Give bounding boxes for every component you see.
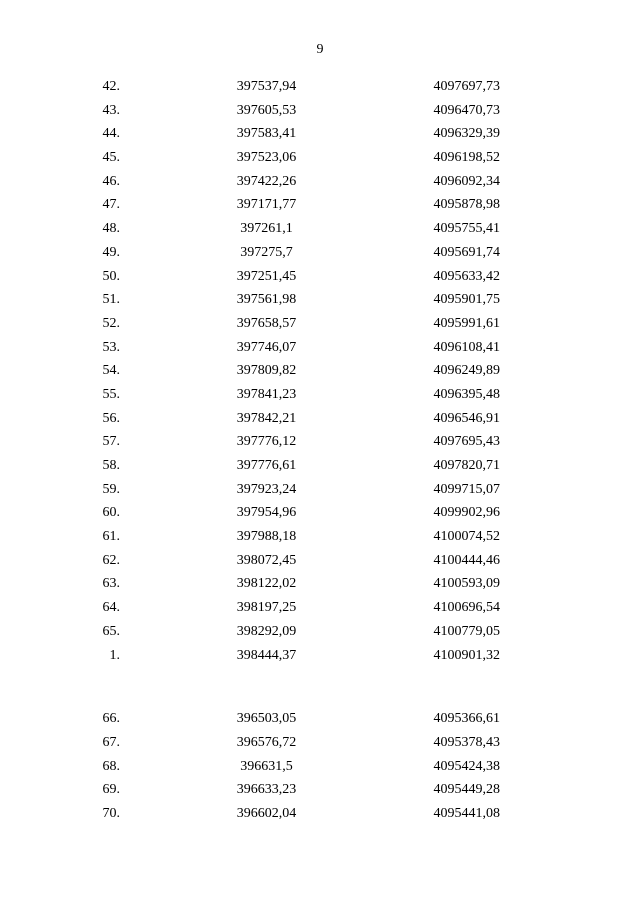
y-coordinate: 4095378,43	[433, 734, 500, 750]
y-coordinate: 4096108,41	[433, 339, 500, 355]
x-coordinate: 397988,18	[236, 529, 297, 545]
x-coordinate: 397776,61	[236, 458, 297, 473]
table-row	[0, 527, 640, 551]
y-coordinate: 4095441,08	[433, 805, 500, 821]
table-row	[0, 338, 640, 362]
point-number: 45.	[102, 150, 120, 166]
table-row	[0, 503, 640, 527]
point-number: 53.	[102, 339, 120, 355]
point-number: 65.	[102, 623, 120, 639]
x-coordinate: 397251,45	[236, 268, 297, 284]
table-row	[0, 733, 640, 757]
x-coordinate: 397583,41	[236, 126, 297, 142]
table-row	[0, 757, 640, 781]
x-coordinate: 398197,25	[236, 600, 297, 616]
table-row	[0, 804, 640, 828]
point-number: 52.	[102, 315, 120, 331]
point-number: 46.	[102, 173, 120, 189]
y-coordinate: 4095424,38	[433, 758, 500, 774]
point-number: 60.	[102, 505, 120, 521]
table-row	[0, 148, 640, 172]
point-number: 47.	[102, 197, 120, 213]
y-coordinate: 4096249,89	[433, 363, 500, 379]
x-coordinate: 397422,26	[236, 173, 297, 189]
table-row	[0, 124, 640, 148]
x-coordinate: 396633,23	[236, 782, 297, 798]
table-row	[0, 77, 640, 101]
x-coordinate: 396576,72	[236, 734, 297, 750]
x-coordinate: 397776,12	[236, 434, 297, 450]
x-coordinate: 397746,07	[236, 339, 297, 355]
table-row	[0, 456, 640, 480]
y-coordinate: 4095633,42	[433, 268, 500, 284]
y-coordinate: 4099902,96	[433, 505, 500, 521]
point-number: 63.	[102, 576, 120, 592]
y-coordinate: 4096395,48	[433, 386, 500, 402]
coordinates-table	[0, 77, 640, 828]
x-coordinate: 398072,45	[236, 552, 297, 568]
y-coordinate: 4097695,43	[433, 434, 500, 450]
table-row	[0, 432, 640, 456]
table-row	[0, 172, 640, 196]
table-row	[0, 290, 640, 314]
y-coordinate: 4095901,75	[433, 292, 500, 308]
y-coordinate: 4100593,09	[433, 576, 500, 592]
point-number: 49.	[102, 244, 120, 260]
y-coordinate: 4095991,61	[433, 315, 500, 331]
table-row	[0, 622, 640, 646]
point-number: 54.	[102, 363, 120, 379]
table-row	[0, 219, 640, 243]
table-row	[0, 409, 640, 433]
point-number: 42.	[102, 79, 120, 94]
x-coordinate: 397658,57	[236, 315, 297, 331]
point-number: 62.	[102, 552, 120, 568]
table-row	[0, 361, 640, 385]
x-coordinate: 397523,06	[236, 150, 297, 166]
y-coordinate: 4097697,73	[433, 79, 500, 94]
table-row	[0, 574, 640, 598]
table-row	[0, 314, 640, 338]
table-row	[0, 385, 640, 409]
y-coordinate: 4097820,71	[433, 458, 500, 473]
y-coordinate: 4099715,07	[433, 481, 500, 497]
x-coordinate: 397842,21	[236, 410, 297, 426]
y-coordinate: 4096470,73	[433, 102, 500, 118]
page-number: 9	[316, 42, 324, 57]
point-number: 61.	[102, 529, 120, 545]
table-row	[0, 101, 640, 125]
y-coordinate: 4096198,52	[433, 150, 500, 166]
y-coordinate: 4095755,41	[433, 221, 500, 237]
point-number: 1.	[109, 647, 120, 663]
point-number: 50.	[102, 268, 120, 284]
y-coordinate: 4100444,46	[433, 552, 500, 568]
y-coordinate: 4095449,28	[433, 782, 500, 798]
point-number: 69.	[102, 782, 120, 798]
point-number: 57.	[102, 434, 120, 450]
x-coordinate: 397171,77	[236, 197, 297, 213]
x-coordinate: 397605,53	[236, 102, 297, 118]
table-row	[0, 480, 640, 504]
y-coordinate: 4096329,39	[433, 126, 500, 142]
x-coordinate: 397954,96	[236, 505, 297, 521]
y-coordinate: 4100779,05	[433, 623, 500, 639]
x-coordinate: 396503,05	[236, 711, 297, 727]
y-coordinate: 4095366,61	[433, 711, 500, 727]
table-row	[0, 195, 640, 219]
point-number: 56.	[102, 410, 120, 426]
y-coordinate: 4100074,52	[433, 529, 500, 545]
y-coordinate: 4095691,74	[433, 244, 500, 260]
x-coordinate: 397561,98	[236, 292, 297, 308]
point-number: 48.	[102, 221, 120, 237]
x-coordinate: 397275,7	[240, 244, 293, 260]
table-row	[0, 551, 640, 575]
point-number: 43.	[102, 102, 120, 118]
table-row	[0, 709, 640, 733]
point-number: 55.	[102, 386, 120, 402]
table-row	[0, 598, 640, 622]
y-coordinate: 4100696,54	[433, 600, 500, 616]
x-coordinate: 397923,24	[236, 481, 297, 497]
x-coordinate: 397261,1	[240, 221, 293, 237]
x-coordinate: 396631,5	[240, 758, 293, 774]
point-number: 68.	[102, 758, 120, 774]
point-number: 44.	[102, 126, 120, 142]
x-coordinate: 398122,02	[236, 576, 297, 592]
y-coordinate: 4096546,91	[433, 410, 500, 426]
point-number: 59.	[102, 481, 120, 497]
x-coordinate: 398292,09	[236, 623, 297, 639]
x-coordinate: 398444,37	[236, 647, 297, 663]
y-coordinate: 4095878,98	[433, 197, 500, 213]
point-number: 58.	[102, 458, 120, 473]
point-number: 64.	[102, 600, 120, 616]
x-coordinate: 396602,04	[236, 805, 297, 821]
point-number: 51.	[102, 292, 120, 308]
point-number: 70.	[102, 805, 120, 821]
point-number: 66.	[102, 711, 120, 727]
table-row	[0, 267, 640, 291]
y-coordinate: 4096092,34	[433, 173, 500, 189]
table-row	[0, 243, 640, 267]
x-coordinate: 397809,82	[236, 363, 297, 379]
y-coordinate: 4100901,32	[433, 647, 500, 663]
table-row	[0, 646, 640, 670]
table-row	[0, 780, 640, 804]
x-coordinate: 397537,94	[236, 79, 297, 94]
point-number: 67.	[102, 734, 120, 750]
x-coordinate: 397841,23	[236, 386, 297, 402]
